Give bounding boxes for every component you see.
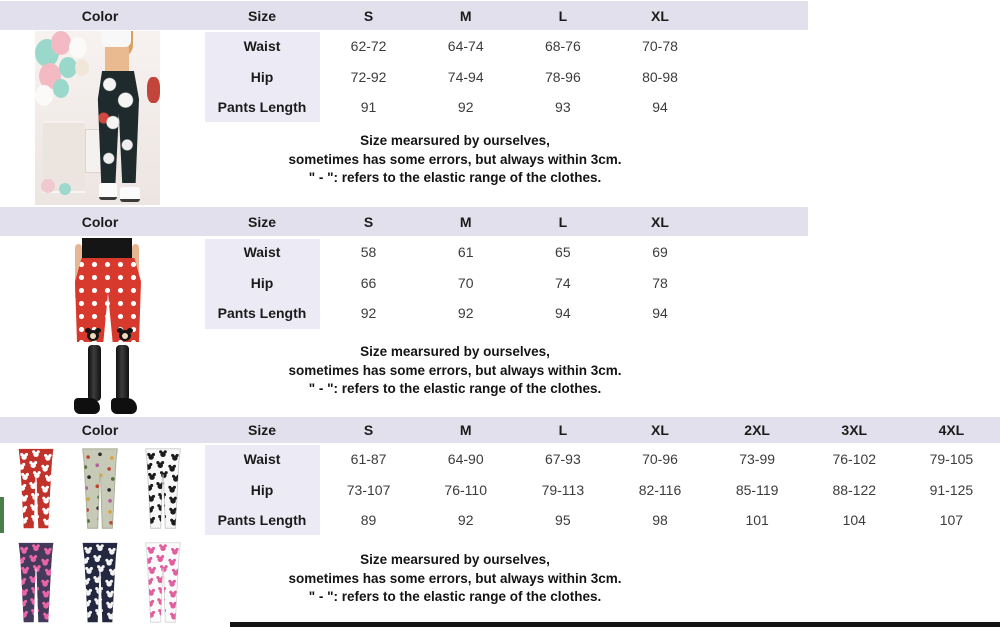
- column-header-l: L: [558, 422, 568, 438]
- size-value: 74: [555, 275, 571, 291]
- size-value: 70: [457, 275, 474, 291]
- model-torso: [105, 45, 129, 73]
- minnie-face-knee: [119, 330, 131, 341]
- mickey-print-leggings: [97, 71, 139, 183]
- minnie-face-knee: [87, 330, 99, 341]
- size-value: 72-92: [350, 69, 387, 85]
- size-value: 74-94: [447, 69, 484, 85]
- column-header-3xl: 3XL: [841, 422, 868, 438]
- column-header-l: L: [558, 7, 568, 24]
- row-label-hip: Hip: [250, 275, 274, 291]
- size-value: 107: [939, 512, 964, 528]
- legging-swatch-white-black-mickey: [134, 447, 192, 531]
- size-value: 104: [842, 512, 866, 528]
- column-header-size: Size: [247, 213, 276, 230]
- column-header-m: M: [459, 7, 472, 24]
- size-value: 94: [652, 99, 668, 115]
- column-header-s: S: [363, 7, 374, 24]
- column-header-color: Color: [81, 422, 119, 438]
- black-shin-panel: [116, 345, 129, 401]
- sneaker: [120, 187, 140, 202]
- column-header-m: M: [459, 213, 472, 230]
- size-value: 67-93: [544, 451, 581, 467]
- size-value: 73-107: [346, 482, 391, 498]
- column-header-xl: XL: [651, 7, 669, 24]
- column-header-s: S: [363, 213, 374, 230]
- note-line: " - ": refers to the elastic range of the clothes.: [308, 381, 602, 396]
- note-line: sometimes has some errors, but always within 3cm.: [288, 362, 622, 378]
- size-value: 78: [652, 275, 668, 291]
- column-header-s: S: [363, 422, 374, 438]
- balloon-cream: [75, 59, 89, 76]
- flower-decoration: [147, 77, 160, 103]
- size-value: 88-122: [832, 482, 877, 498]
- note-line: sometimes has some errors, but always within 3cm.: [288, 570, 622, 586]
- legging-swatch-red-white-mickey: [7, 447, 65, 531]
- legging-swatch-navy-white-mickey: [71, 541, 129, 625]
- legging-swatch-purple-pink-mickey: [7, 541, 65, 625]
- size-value: 73-99: [739, 451, 776, 467]
- product-photo-minnie-polka-leggings: [15, 238, 191, 415]
- size-value: 92: [457, 99, 474, 115]
- column-header-size: Size: [247, 422, 276, 438]
- row-label-hip: Hip: [250, 482, 274, 498]
- measurement-note: [170, 343, 740, 399]
- column-header-m: M: [459, 422, 472, 438]
- size-value: 78-96: [544, 69, 581, 85]
- note-line: Size mearsured by ourselves,: [360, 133, 550, 148]
- balloon-teal: [53, 79, 69, 98]
- column-header-xl: XL: [651, 422, 669, 438]
- size-value: 66: [360, 275, 377, 291]
- legging-graphic: [134, 447, 192, 531]
- note-line: " - ": refers to the elastic range of the clothes.: [308, 589, 602, 604]
- column-header-2xl: 2XL: [744, 422, 770, 438]
- row-label-pants-length: Pants Length: [217, 512, 307, 528]
- note-line: Size mearsured by ourselves,: [360, 552, 550, 567]
- row-label-waist: Waist: [243, 38, 281, 54]
- size-value: 62-72: [350, 38, 387, 54]
- platform-heel: [111, 398, 137, 414]
- balloon-white: [69, 37, 87, 58]
- size-value: 89: [360, 512, 377, 528]
- column-header-xl: XL: [651, 213, 669, 230]
- legging-swatch-sage-multicolor-print: [71, 447, 129, 531]
- legging-graphic: [71, 447, 129, 531]
- size-value: 98: [652, 512, 668, 528]
- size-value: 69: [652, 244, 668, 260]
- red-polka-dot-leggings: [75, 258, 141, 342]
- row-label-waist: Waist: [243, 451, 281, 467]
- size-value: 61-87: [350, 451, 387, 467]
- size-value: 70-78: [642, 38, 678, 54]
- sneaker: [99, 183, 117, 200]
- product-photo-mickey-leggings: [35, 31, 160, 205]
- size-value: 61: [457, 244, 474, 260]
- ball-teal: [59, 183, 71, 195]
- column-header-l: L: [558, 213, 568, 230]
- size-value: 92: [360, 305, 377, 321]
- size-value: 91: [360, 99, 377, 115]
- size-value: 91-125: [929, 482, 974, 498]
- size-value: 101: [745, 512, 769, 528]
- size-value: 80-98: [642, 69, 678, 85]
- size-value: 92: [457, 305, 474, 321]
- size-value: 93: [555, 99, 571, 115]
- column-header-4xl: 4XL: [938, 422, 965, 438]
- model-top: [101, 31, 131, 47]
- platform-heel: [74, 398, 100, 414]
- size-value: 65: [555, 244, 571, 260]
- size-value: 76-110: [444, 482, 487, 498]
- legging-graphic: [7, 447, 65, 531]
- column-header-size: Size: [247, 7, 276, 24]
- bottom-black-bar: [230, 622, 1000, 627]
- size-value: 76-102: [832, 451, 877, 467]
- legging-graphic: [7, 541, 65, 625]
- size-value: 58: [360, 244, 377, 260]
- legging-graphic: [71, 541, 129, 625]
- balloon-white: [35, 85, 53, 106]
- size-value: 70-96: [642, 451, 678, 467]
- measurement-note: [170, 132, 740, 188]
- row-label-hip: Hip: [250, 69, 274, 85]
- size-value: 92: [457, 512, 474, 528]
- column-header-color: Color: [81, 7, 119, 24]
- size-value: 95: [555, 512, 571, 528]
- note-line: Size mearsured by ourselves,: [360, 344, 550, 359]
- size-value: 79-105: [929, 451, 974, 467]
- row-label-pants-length: Pants Length: [217, 305, 307, 321]
- size-value: 94: [652, 305, 668, 321]
- size-value: 85-119: [735, 482, 779, 498]
- size-value: 94: [555, 305, 571, 321]
- note-line: sometimes has some errors, but always within 3cm.: [288, 151, 622, 167]
- black-shin-panel: [88, 345, 101, 401]
- row-label-waist: Waist: [243, 244, 281, 260]
- measurement-note: [170, 551, 740, 607]
- green-edge-artifact: [0, 497, 4, 533]
- row-label-pants-length: Pants Length: [217, 99, 307, 115]
- ball-pink: [41, 179, 55, 193]
- size-value: 82-116: [638, 482, 682, 498]
- size-value: 79-113: [541, 482, 585, 498]
- size-value: 64-74: [447, 38, 484, 54]
- size-value: 68-76: [544, 38, 581, 54]
- size-value: 64-90: [447, 451, 484, 467]
- column-header-color: Color: [81, 213, 119, 230]
- note-line: " - ": refers to the elastic range of the clothes.: [308, 170, 602, 185]
- model-black-top: [82, 238, 132, 259]
- balloon-pink: [51, 31, 71, 55]
